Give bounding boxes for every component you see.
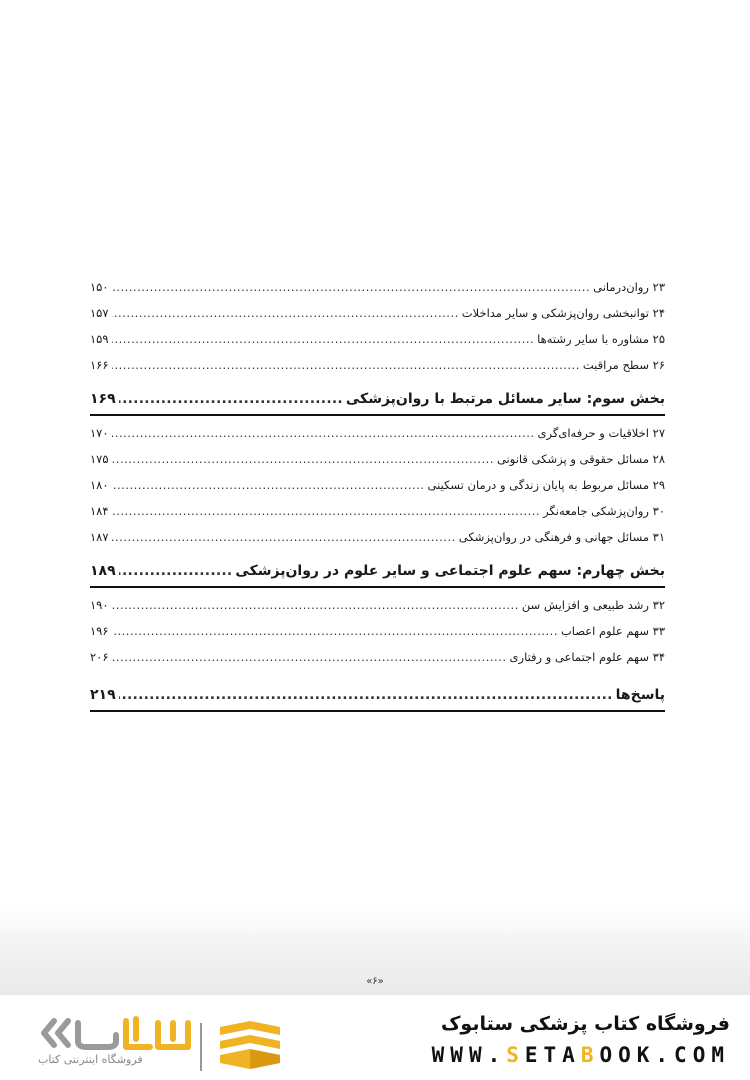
toc-leader-dots — [112, 524, 456, 550]
publisher-banner — [0, 995, 750, 1080]
url-part-highlight: S — [506, 1043, 525, 1067]
toc-entry[interactable] — [90, 644, 665, 670]
toc-leader-dots — [112, 352, 580, 378]
url-part: OOK.COM — [599, 1043, 730, 1067]
toc-section-heading[interactable] — [90, 680, 665, 712]
page-number: «۶» — [366, 976, 384, 987]
toc-title: ۳۴ سهم علوم اجتماعی و رفتاری — [509, 650, 665, 664]
toc-title: ۲۸ مسائل حقوقی و پزشکی قانونی — [496, 452, 665, 466]
toc-title: ۳۱ مسائل جهانی و فرهنگی در روان‌پزشکی — [458, 530, 665, 544]
toc-leader-dots — [112, 274, 591, 300]
toc-page-number: ۱۶۶ — [90, 358, 109, 372]
toc-leader-dots — [112, 618, 558, 644]
setabook-logo-wordmark — [38, 1013, 193, 1053]
shop-title: فروشگاه کتاب پزشکی ستابوک — [440, 1013, 730, 1035]
url-part-highlight: B — [580, 1043, 600, 1067]
toc-page-number: ۱۹۰ — [90, 598, 109, 612]
toc-leader-dots — [112, 644, 507, 670]
toc-leader-dots — [112, 446, 494, 472]
toc-title: ۲۳ روان‌درمانی — [593, 280, 665, 294]
setabook-stacked-books-icon — [212, 1019, 288, 1075]
toc-entry[interactable] — [90, 592, 665, 618]
toc-leader-dots — [112, 498, 541, 524]
toc-page-number: ۱۵۷ — [90, 306, 109, 320]
toc-entry[interactable] — [90, 326, 665, 352]
url-part: WWW. — [431, 1043, 507, 1067]
toc-section-heading[interactable] — [90, 384, 665, 416]
toc-title: ۲۵ مشاوره با سایر رشته‌ها — [537, 332, 665, 346]
toc-title: ۲۴ توانبخشی روان‌پزشکی و سایر مداخلات — [461, 306, 665, 320]
url-part: ETA — [524, 1043, 581, 1067]
toc-entry[interactable] — [90, 498, 665, 524]
toc-entry[interactable] — [90, 524, 665, 550]
toc-leader-dots — [119, 680, 613, 710]
toc-page-number: ۱۶۹ — [90, 391, 116, 407]
logo-subtitle: فروشگاه اینترنتی کتاب — [38, 1053, 143, 1066]
toc-page-number: ۱۹۶ — [90, 624, 109, 638]
shop-url[interactable] — [432, 1043, 730, 1067]
toc-page-number: ۱۸۴ — [90, 504, 109, 518]
toc-title: ۳۳ سهم علوم اعصاب — [560, 624, 665, 638]
toc-page-number: ۲۱۹ — [90, 687, 116, 703]
toc-leader-dots — [112, 420, 535, 446]
toc-page-number: ۲۰۶ — [90, 650, 109, 664]
toc-title: بخش سوم: سایر مسائل مرتبط با روان‌پزشکی — [345, 391, 665, 407]
toc-page-number: ۱۷۰ — [90, 426, 109, 440]
logo-divider — [200, 1023, 202, 1071]
toc-title: ۲۶ سطح مراقبت — [582, 358, 665, 372]
toc-entry[interactable] — [90, 618, 665, 644]
toc-title: بخش چهارم: سهم علوم اجتماعی و سایر علوم در روان‌پزشکی — [235, 563, 665, 579]
toc-leader-dots — [112, 592, 519, 618]
toc-title: ۳۰ روان‌پزشکی جامعه‌نگر — [543, 504, 665, 518]
toc-page-number: ۱۸۰ — [90, 478, 109, 492]
toc-entry[interactable] — [90, 352, 665, 378]
toc-leader-dots — [112, 472, 425, 498]
toc-entry[interactable] — [90, 472, 665, 498]
toc-page-number: ۱۷۵ — [90, 452, 109, 466]
toc-title: ۳۲ رشد طبیعی و افزایش سن — [521, 598, 665, 612]
toc-leader-dots — [112, 300, 459, 326]
toc-page-number: ۱۸۹ — [90, 563, 116, 579]
table-of-contents — [90, 274, 665, 716]
toc-page-number: ۱۵۹ — [90, 332, 109, 346]
toc-page-number: ۱۸۷ — [90, 530, 109, 544]
toc-title: ۲۷ اخلاقیات و حرفه‌ای‌گری — [537, 426, 665, 440]
toc-entry[interactable] — [90, 420, 665, 446]
toc-title: ۲۹ مسائل مربوط به پایان زندگی و درمان تسکینی — [427, 478, 665, 492]
toc-entry[interactable] — [90, 446, 665, 472]
toc-leader-dots — [119, 384, 343, 414]
toc-entry[interactable] — [90, 274, 665, 300]
toc-leader-dots — [112, 326, 535, 352]
toc-entry[interactable] — [90, 300, 665, 326]
toc-section-heading[interactable] — [90, 556, 665, 588]
toc-leader-dots — [119, 556, 233, 586]
toc-page-number: ۱۵۰ — [90, 280, 109, 294]
toc-title: پاسخ‌ها — [615, 687, 665, 703]
